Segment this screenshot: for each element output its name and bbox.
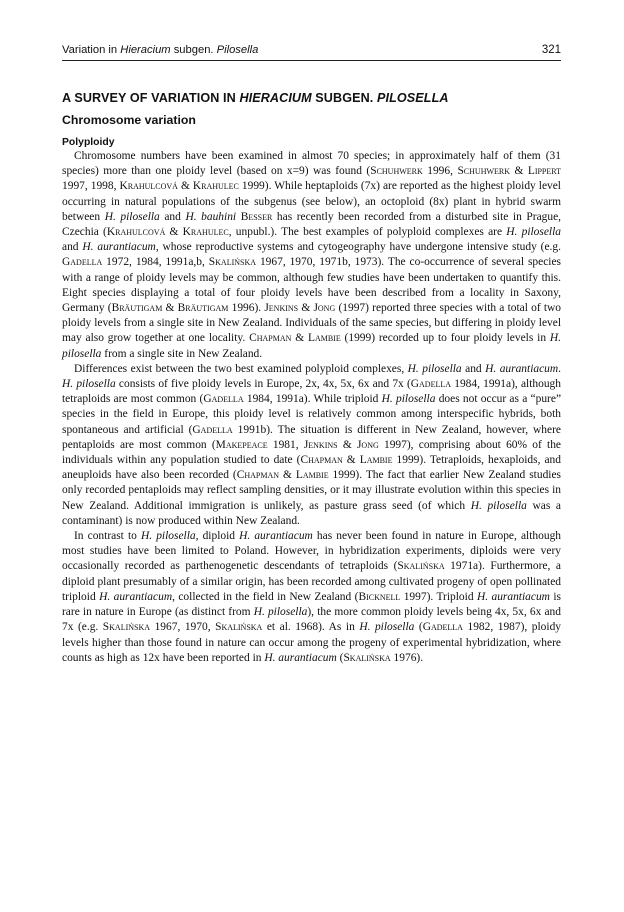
italic-species-name: H. pilosella xyxy=(407,362,462,375)
italic-species-name: H. pilosella xyxy=(62,378,116,391)
text-run: 1991b). The situation is different in New Zealand, however, where pentaploids are most common ( xyxy=(62,423,561,451)
italic-species-name: H. pilosella xyxy=(140,530,196,543)
document-page xyxy=(62,44,561,666)
italic-species-name: H. aurantiacum xyxy=(239,530,313,543)
survey-heading-text: A SURVEY OF VARIATION IN xyxy=(62,91,240,105)
author-citation: Chapman xyxy=(236,469,280,482)
text-run: and xyxy=(159,210,186,223)
italic-species-name: H. aurantiacum xyxy=(82,241,156,254)
text-run: 1971a). Furthermore, a diploid plant presumably of a similar origin, has been recorded among cultivated progeny of open pollinated triploid xyxy=(62,560,561,603)
text-run: 1999). While heptaploids (7x) are reported as the highest ploidy level occurring in natural populations of the subgenus (see below), an octoploid (8x) plant in hybrid swarm between xyxy=(62,180,561,223)
text-run: , diploid xyxy=(195,530,240,543)
text-run: & xyxy=(279,469,296,482)
page-number: 321 xyxy=(541,44,561,56)
author-citation: Skalińska xyxy=(102,621,151,634)
italic-species-name: H. pilosella xyxy=(253,606,308,619)
author-citation: Lambie xyxy=(295,469,329,482)
author-citation: Lambie xyxy=(359,454,393,467)
text-run: 1996, xyxy=(422,165,458,178)
text-run: (1997) reported three species with a total of two ploidy levels from a single site in New Zealand. Individuals of the same species, but differing in ploidy level may also grow together at one locality. xyxy=(62,302,561,345)
author-citation: Schuhwerk xyxy=(457,165,511,178)
author-citation: Gadella xyxy=(62,256,103,269)
text-run: 1997). Triploid xyxy=(400,590,477,603)
paragraph xyxy=(62,149,561,362)
author-citation: Skalińska xyxy=(397,560,445,573)
text-run: . xyxy=(558,362,562,375)
author-citation: Skalińska xyxy=(208,256,257,269)
italic-species-name: H. pilosella xyxy=(506,226,561,239)
text-run: & xyxy=(165,226,183,239)
author-citation: Chapman xyxy=(300,454,343,467)
author-citation: Krahulec xyxy=(182,226,229,239)
text-run: In contrast to xyxy=(74,530,141,543)
italic-species-name: H. pilosella xyxy=(62,332,561,360)
subsection-heading: Polyploidy xyxy=(62,137,115,148)
author-citation: Lambie xyxy=(307,332,341,345)
text-run: ( xyxy=(414,621,423,634)
text-run: was a contaminant) is now produced within New Zealand. xyxy=(62,499,561,527)
author-citation: Bräutigam xyxy=(177,302,229,315)
text-run: consists of five ploidy levels in Europe, 2x, 4x, 5x, 6x and 7x ( xyxy=(115,378,411,391)
text-run: & xyxy=(177,180,193,193)
text-run: & xyxy=(510,165,528,178)
author-citation: Krahulcová xyxy=(119,180,178,193)
italic-species-name: H. aurantiacum xyxy=(99,590,173,603)
text-run: & xyxy=(342,454,360,467)
italic-species-name: H. pilosella xyxy=(359,621,415,634)
survey-heading-subgenus: PILOSELLA xyxy=(376,91,449,105)
text-run: 1981, xyxy=(267,438,304,451)
author-citation: Jong xyxy=(356,438,379,451)
text-run: (1999) recorded up to four ploidy levels in xyxy=(340,332,550,345)
text-run: 1996). xyxy=(228,302,265,315)
text-run: 1997), comprising about 60% of the individuals within any population studied to date ( xyxy=(62,438,561,467)
text-run: and xyxy=(62,241,83,254)
paragraph xyxy=(62,362,561,529)
italic-species-name: H. pilosella xyxy=(104,210,160,223)
running-header xyxy=(62,44,561,61)
text-run: 1984, 1991a). While triploid xyxy=(243,393,382,406)
text-run: ( xyxy=(336,651,344,664)
author-citation: Krahulcová xyxy=(106,226,166,239)
author-citation: Schuhwerk xyxy=(370,165,423,178)
text-run: 1999). Tetraploids, hexaploids, and aneuploids have also been recorded ( xyxy=(62,454,561,482)
running-title-text: subgen. xyxy=(170,44,217,56)
author-citation: Jenkins xyxy=(303,438,338,451)
section-heading: Chromosome variation xyxy=(62,113,196,127)
italic-species-name: H. aurantiacum xyxy=(485,362,559,375)
author-citation: Bräutigam xyxy=(111,302,163,315)
author-citation: Jong xyxy=(313,302,336,315)
text-run: is rare in nature in Europe (as distinct from xyxy=(62,590,561,619)
text-run: Differences exist between the two best examined polyploid complexes, xyxy=(74,362,408,375)
running-title xyxy=(62,44,258,56)
text-run: Chromosome numbers have been examined in almost 70 species; in approximately half of them (31 species) more than one ploidy level (based on x=9) was found ( xyxy=(62,150,561,178)
running-title-genus: Hieracium xyxy=(120,44,171,56)
paragraph xyxy=(62,529,561,666)
text-run: 1976). xyxy=(390,651,424,664)
text-run: 1997, 1998, xyxy=(62,180,120,193)
text-run: & xyxy=(162,302,178,315)
author-citation: Gadella xyxy=(203,393,244,406)
text-run: , unpubl.). The best examples of polyploid complexes are xyxy=(228,226,507,239)
italic-species-name: H. pilosella xyxy=(470,499,527,512)
text-run: 1972, 1984, 1991a,b, xyxy=(102,256,209,269)
text-run: & xyxy=(291,332,308,345)
text-run: ), the more common ploidy levels being 4x, 5x, 6x and 7x (e.g. xyxy=(62,606,561,634)
author-citation: Krahulec xyxy=(192,180,239,193)
italic-species-name: H. bauhini xyxy=(185,210,237,223)
italic-species-name: H. aurantiacum xyxy=(476,590,550,603)
survey-heading-text: SUBGEN. xyxy=(311,91,377,105)
text-run: has never been found in nature in Europe, although most studies have been limited to Poland. However, in hybridization experiments, diploids were very occasionally recorded as parthenogenetic descendants of tetraploids ( xyxy=(62,530,562,573)
author-citation: Skalińska xyxy=(215,621,263,634)
survey-heading xyxy=(62,91,561,105)
italic-species-name: H. pilosella xyxy=(381,393,436,406)
author-citation: Makepeace xyxy=(215,438,268,451)
author-citation: Lippert xyxy=(527,165,562,178)
author-citation: Jenkins xyxy=(264,302,299,315)
text-run: 1999). The fact that earlier New Zealand studies only recorded pentaploids may reflect sampling densities, or it may illustrate evolution within this species in New Zealand. Additional immigration is unlikely, as pasture grass seed (of which xyxy=(62,469,561,512)
text-run: & xyxy=(298,302,314,315)
survey-heading-genus: HIERACIUM xyxy=(239,91,312,105)
text-run: 1967, 1970, 1971b, 1973). The co-occurrence of several species with a range of ploidy levels may be common, although few studies have been undertaken to quantify this. Eight species displaying a total of four ploidy levels have been described from a locality in Saxony, Germany ( xyxy=(62,256,561,315)
author-citation: Skalińska xyxy=(343,651,391,664)
author-citation: Chapman xyxy=(249,332,292,345)
text-run: 1967, 1970, xyxy=(150,621,216,634)
text-run: and xyxy=(461,362,486,375)
author-citation: Gadella xyxy=(422,621,463,634)
text-run: , collected in the field in New Zealand ( xyxy=(172,590,359,603)
author-citation: Gadella xyxy=(410,378,452,391)
author-citation: Besser xyxy=(240,210,273,223)
text-run: et al. 1968). As in xyxy=(262,621,360,634)
text-run: has recently been recorded from a disturbed site in Prague, Czechia ( xyxy=(62,210,562,239)
italic-species-name: H. aurantiacum xyxy=(264,651,337,664)
text-run: , whose reproductive systems and cytogeography have undergone intensive study (e.g. xyxy=(155,241,561,254)
text-run: 1982, 1987), ploidy levels higher than those found in nature can occur among the progeny of experimental hybridization, where counts as high as 12x have been reported in xyxy=(62,621,562,664)
body-text xyxy=(62,149,561,666)
author-citation: Bicknell xyxy=(358,590,401,603)
author-citation: Gadella xyxy=(192,423,233,436)
running-title-subgenus: Pilosella xyxy=(216,44,259,56)
running-title-text: Variation in xyxy=(62,44,121,56)
text-run: from a single site in New Zealand. xyxy=(101,347,263,360)
text-run: & xyxy=(337,438,357,451)
text-run: 1984, 1991a), although tetraploids are most common ( xyxy=(62,378,561,406)
text-run: does not occur as a “pure” species in the field in Europe, this ploidy level is relatively common among interspecific hybrids, both spontaneous and artificial ( xyxy=(62,393,562,436)
